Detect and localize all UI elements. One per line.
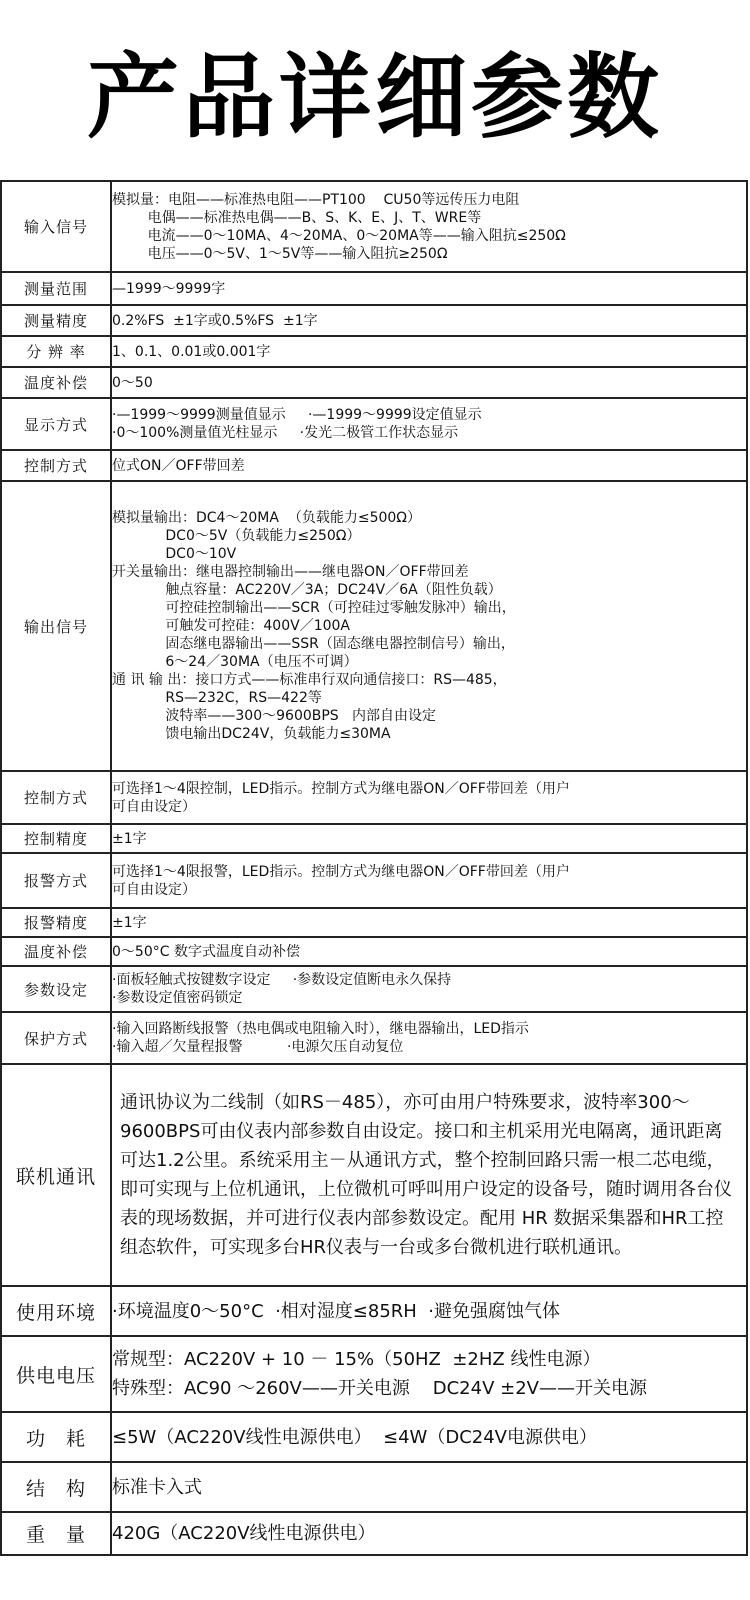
spec-value-line: 可控硅控制输出——SCR（可控硅过零触发脉冲）输出， <box>112 600 516 616</box>
spec-value-line: 电压——0～5V、1～5V等——输入阻抗≥250Ω <box>112 245 448 262</box>
spec-value-line: ·0～100%测量值光柱显示 ·发光二极管工作状态显示 <box>112 425 459 441</box>
spec-label: 控制方式 <box>1 450 111 481</box>
spec-value-line: RS—232C，RS—422等 <box>112 690 322 706</box>
spec-value <box>111 481 747 771</box>
spec-label: 测量精度 <box>1 305 111 336</box>
spec-value-line: DC0～10V <box>112 546 237 562</box>
page-title: 产品详细参数 <box>86 44 663 151</box>
spec-value-line: 固态继电器输出——SSR（固态继电器控制信号）输出， <box>112 636 515 652</box>
spec-label: 温度补偿 <box>1 367 111 398</box>
spec-value-line: ±1字 <box>112 914 147 931</box>
spec-value-line: 波特率——300～9600BPS 内部自由设定 <box>112 708 437 724</box>
spec-value-line: 1、0.1、0.01或0.001字 <box>112 343 271 360</box>
spec-row <box>1 398 747 450</box>
spec-value <box>111 398 747 450</box>
spec-value-line: 电流——0～10MA、4～20MA、0～20MA等——输入阻抗≤250Ω <box>112 227 566 244</box>
spec-value <box>111 908 747 937</box>
spec-value-line: ·参数设定值密码锁定 <box>112 990 243 1006</box>
spec-value-line: 可触发可控硅：400V／100A <box>112 618 350 634</box>
spec-label: 输出信号 <box>1 481 111 771</box>
spec-label: 测量范围 <box>1 272 111 305</box>
spec-row <box>1 481 747 771</box>
spec-value <box>111 367 747 398</box>
spec-value <box>111 853 747 908</box>
spec-value-line: 可自由设定） <box>112 798 196 815</box>
spec-label: 报警精度 <box>1 908 111 937</box>
spec-value <box>111 824 747 853</box>
spec-value <box>111 336 747 367</box>
spec-value-line: 标准卡入式 <box>112 1476 202 1498</box>
spec-value <box>111 771 747 824</box>
spec-value <box>111 966 747 1012</box>
spec-table <box>0 180 748 1556</box>
spec-row <box>1 1286 747 1336</box>
spec-label: 显示方式 <box>1 398 111 450</box>
spec-value-line: ≤5W（AC220V线性电源供电） ≤4W（DC24V电源供电） <box>112 1426 597 1448</box>
spec-value-line: 0.2%FS ±1字或0.5%FS ±1字 <box>112 312 318 329</box>
spec-value-line: 电偶——标准热电偶——B、S、K、E、J、T、WRE等 <box>112 209 482 226</box>
spec-label: 联机通讯 <box>1 1064 111 1286</box>
spec-row <box>1 853 747 908</box>
spec-value-line: 模拟量：电阻——标准热电阻——PT100 CU50等远传压力电阻 <box>112 191 520 208</box>
spec-label: 功 耗 <box>1 1412 111 1462</box>
spec-value <box>111 272 747 305</box>
spec-value <box>111 181 747 272</box>
spec-row <box>1 937 747 966</box>
spec-value-line: 馈电输出DC24V，负载能力≤30MA <box>112 726 391 742</box>
spec-value <box>111 1336 747 1412</box>
spec-row <box>1 1412 747 1462</box>
spec-row <box>1 1512 747 1555</box>
spec-row <box>1 1462 747 1512</box>
spec-value-line: ·面板轻触式按键数字设定 ·参数设定值断电永久保持 <box>112 972 452 988</box>
spec-value-line: ·—1999～9999测量值显示 ·—1999～9999设定值显示 <box>112 407 482 423</box>
spec-row <box>1 305 747 336</box>
spec-value-line: —1999～9999字 <box>112 280 226 297</box>
spec-value-line: 6～24／30MA（电压不可调） <box>112 654 358 670</box>
spec-label: 控制精度 <box>1 824 111 853</box>
spec-label: 分 辨 率 <box>1 336 111 367</box>
spec-row <box>1 367 747 398</box>
spec-row <box>1 966 747 1012</box>
spec-value-line: 位式ON／OFF带回差 <box>112 457 245 474</box>
spec-label: 报警方式 <box>1 853 111 908</box>
spec-label: 结 构 <box>1 1462 111 1512</box>
spec-value-line: 420G（AC220V线性电源供电） <box>112 1523 376 1544</box>
spec-value-line: 特殊型：AC90 ～260V——开关电源 DC24V ±2V——开关电源 <box>112 1378 647 1399</box>
spec-value <box>111 1512 747 1555</box>
spec-value-line: 常规型：AC220V + 10 － 15%（50HZ ±2HZ 线性电源） <box>112 1349 601 1370</box>
spec-value: 通讯协议为二线制（如RS－485），亦可由用户特殊要求，波特率300～9600BPS可由仪表内部参数自由设定。接口和主机采用光电隔离，通讯距离可达1.2公里。系统采用主－从通讯方式，整个控制回路只需一根二芯电缆，即可实现与上位机通讯，上位微机可呼叫用户设定的设备号，随时调用各台仪表的现场数据，并可进行仪表内部参数设定。配用 HR 数据采集器和HR工控组态软件，可实现多台HR仪表与一台或多台微机进行联机通讯。 <box>111 1064 747 1286</box>
spec-value-line: ·环境温度0～50°C ·相对湿度≤85RH ·避免强腐蚀气体 <box>112 1300 561 1322</box>
spec-value-line: 可选择1～4限报警，LED指示。控制方式为继电器ON／OFF带回差（用户 <box>112 863 570 880</box>
spec-value-line: 触点容量：AC220V／3A；DC24V／6A（阻性负载） <box>112 582 502 598</box>
spec-value-line: 可选择1～4限控制，LED指示。控制方式为继电器ON／OFF带回差（用户 <box>112 780 570 797</box>
spec-label: 参数设定 <box>1 966 111 1012</box>
spec-row <box>1 824 747 853</box>
spec-value <box>111 305 747 336</box>
spec-label: 温度补偿 <box>1 937 111 966</box>
spec-value-line: 开关量输出：继电器控制输出——继电器ON／OFF带回差 <box>112 564 469 580</box>
spec-value <box>111 1012 747 1064</box>
spec-value-line: 模拟量输出：DC4～20MA （负载能力≤500Ω） <box>112 510 421 526</box>
spec-value-line: 通 讯 输 出：接口方式——标准串行双向通信接口：RS—485， <box>112 672 507 688</box>
spec-row <box>1 336 747 367</box>
spec-row <box>1 1012 747 1064</box>
spec-label: 使用环境 <box>1 1286 111 1336</box>
spec-row <box>1 771 747 824</box>
spec-value-line: 0～50°C 数字式温度自动补偿 <box>112 943 300 960</box>
spec-row <box>1 181 747 272</box>
spec-row <box>1 1336 747 1412</box>
spec-value-line: ·输入超／欠量程报警 ·电源欠压自动复位 <box>112 1039 404 1055</box>
spec-row <box>1 272 747 305</box>
spec-value <box>111 937 747 966</box>
spec-value <box>111 1286 747 1336</box>
spec-row <box>1 908 747 937</box>
spec-value-line: 可自由设定） <box>112 881 196 898</box>
spec-label: 重 量 <box>1 1512 111 1555</box>
spec-value <box>111 1412 747 1462</box>
spec-label: 控制方式 <box>1 771 111 824</box>
spec-value-line: ·输入回路断线报警（热电偶或电阻输入时），继电器输出，LED指示 <box>112 1021 529 1037</box>
spec-row <box>1 1064 747 1286</box>
spec-value-line: DC0～5V（负载能力≤250Ω） <box>112 528 361 544</box>
spec-value-line: 0～50 <box>112 374 153 391</box>
spec-value <box>111 450 747 481</box>
spec-label: 供电电压 <box>1 1336 111 1412</box>
spec-row <box>1 450 747 481</box>
spec-label: 输入信号 <box>1 181 111 272</box>
spec-value <box>111 1462 747 1512</box>
spec-label: 保护方式 <box>1 1012 111 1064</box>
spec-value-line: ±1字 <box>112 830 147 847</box>
